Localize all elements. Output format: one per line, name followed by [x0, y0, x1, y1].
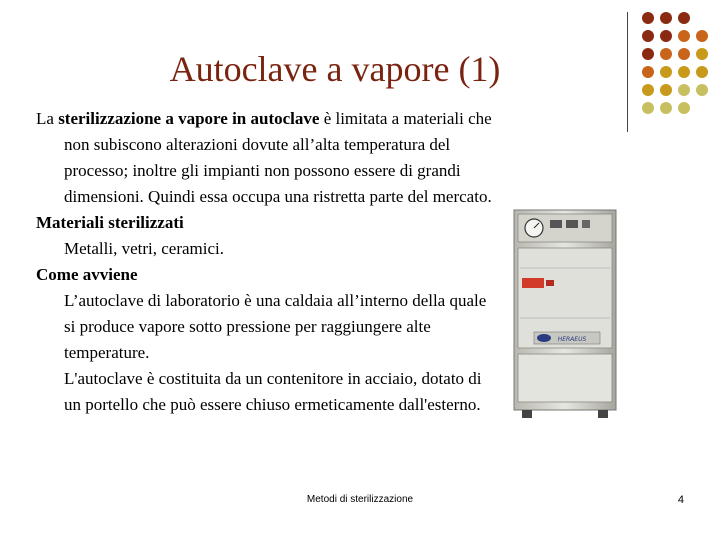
- dot-icon: [678, 66, 690, 78]
- dot-icon: [678, 12, 690, 24]
- section2-text2: L'autoclave è costituita da un contenitore in acciaio, dotato di un portello che può essere chiuso ermeticamente dall'esterno.: [64, 369, 482, 414]
- section1-heading: [36, 210, 496, 236]
- dot-icon: [642, 48, 654, 60]
- intro-rest: è limitata a materiali che non subiscono alterazioni dovute all’alta temperatura del processo; inoltre gli impianti non possono essere di grandi dimensioni. Quindi essa occupa una ristretta parte del mercato.: [64, 109, 492, 206]
- door-handle-icon: [522, 278, 544, 288]
- dot-icon: [696, 84, 708, 96]
- dot-icon: [642, 12, 654, 24]
- dot-icon: [660, 102, 672, 114]
- dot-icon: [696, 30, 708, 42]
- section2-heading: [36, 262, 496, 288]
- slide-body: [36, 106, 496, 418]
- footer-text: Metodi di sterilizzazione: [306, 494, 414, 505]
- autoclave-image: [510, 208, 620, 420]
- section1-text: Metalli, vetri, ceramici.: [64, 239, 225, 258]
- dot-icon: [678, 84, 690, 96]
- dot-icon: [678, 102, 690, 114]
- intro-paragraph: [36, 106, 496, 210]
- dot-icon: [642, 102, 654, 114]
- dot-icon: [660, 12, 672, 24]
- section2-text1: L’autoclave di laboratorio è una caldaia all’interno della quale si produce vapore sotto pressione per raggiungere alte temperature.: [64, 291, 487, 362]
- section2-heading-text: Come avviene: [36, 265, 138, 284]
- device-label: HERAEUS: [557, 336, 587, 343]
- dot-icon: [660, 30, 672, 42]
- intro-bold: sterilizzazione a vapore in autoclave: [58, 109, 320, 128]
- page-number: 4: [677, 494, 684, 506]
- dot-icon: [696, 66, 708, 78]
- divider-line: [627, 12, 628, 132]
- intro-lead: La: [36, 109, 59, 128]
- dot-icon: [660, 48, 672, 60]
- dot-icon: [660, 84, 672, 96]
- brand-logo-icon: [537, 334, 551, 342]
- dot-icon: [642, 30, 654, 42]
- dot-icon: [678, 30, 690, 42]
- section1-heading-text: Materiali sterilizzati: [36, 213, 184, 232]
- dot-icon: [660, 66, 672, 78]
- slide-title: Autoclave a vapore (1): [169, 49, 501, 89]
- dot-icon: [642, 84, 654, 96]
- dot-icon: [696, 48, 708, 60]
- dot-icon: [642, 66, 654, 78]
- dot-icon: [678, 48, 690, 60]
